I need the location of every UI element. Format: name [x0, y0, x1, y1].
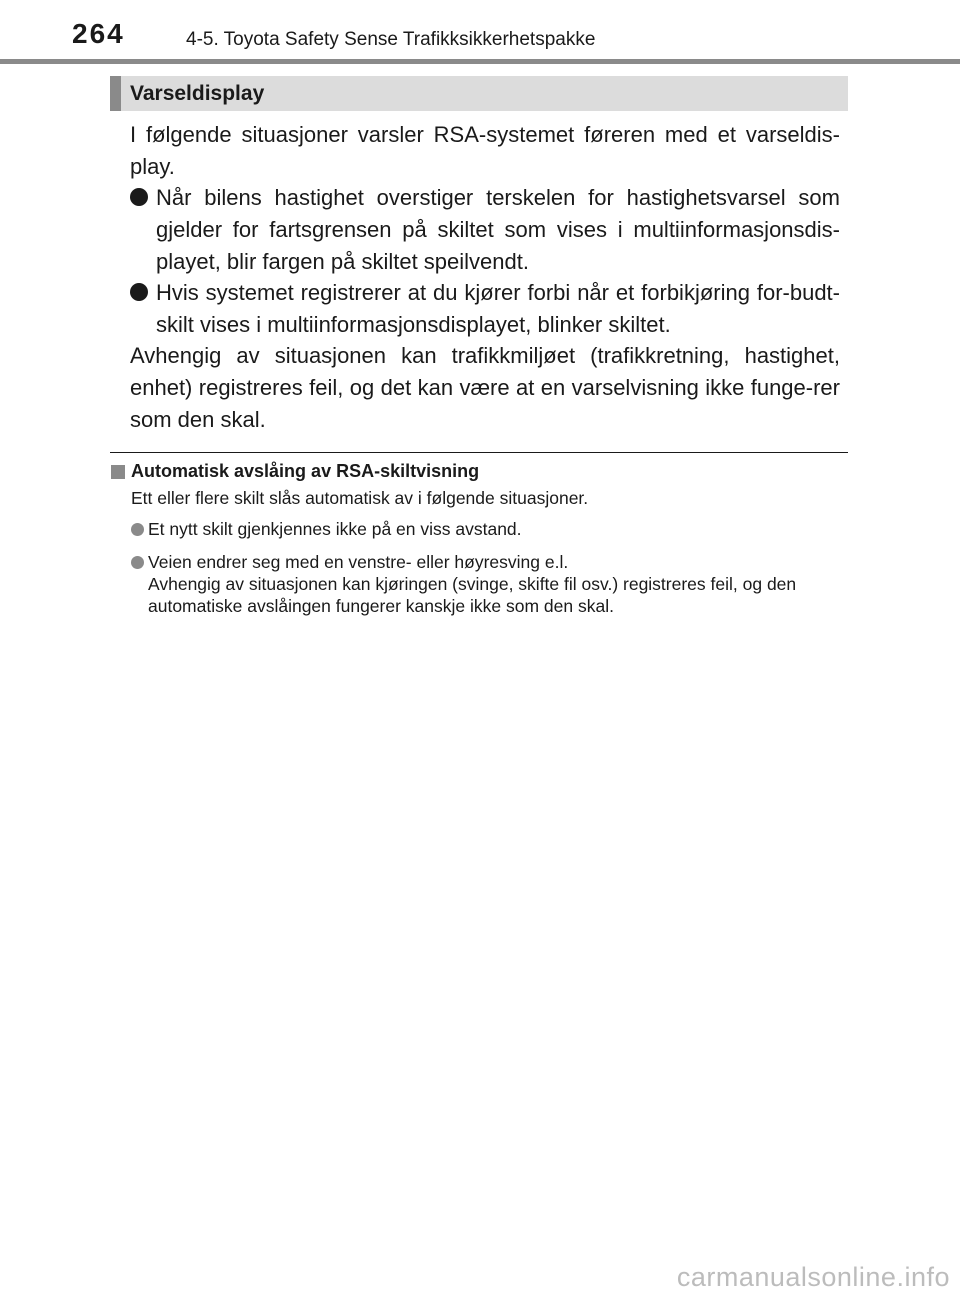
bullet-dot-icon	[131, 556, 144, 569]
note-intro: Ett eller flere skilt slås automatisk av i følgende situasjoner.	[131, 488, 589, 508]
header-rule	[0, 59, 960, 64]
intro-paragraph: I følgende situasjoner varsler RSA-systemet føreren med et varseldis-play.	[130, 122, 840, 179]
square-bullet-icon	[111, 465, 125, 479]
note-heading: Automatisk avslåing av RSA-skiltvisning	[131, 461, 480, 481]
list-item-text: Når bilens hastighet overstiger terskelen for hastighetsvarsel som gjelder for fartsgrensen på skiltet som vises i multiinformasjonsdis-playet, blir fargen på skiltet speilvendt.	[156, 185, 840, 274]
section-divider	[110, 452, 848, 453]
list-item-continuation: Avhengig av situasjonen kan kjøringen (svinge, skifte fil osv.) registreres feil, og den automatiske avslåingen fungerer kanskje ikke som den skal.	[148, 574, 797, 616]
closing-paragraph: Avhengig av situasjonen kan trafikkmiljøet (trafikkretning, hastighet, enhet) registreres feil, og det kan være at en varselvisning ikke funge-rer som den skal.	[130, 343, 840, 432]
list-item	[131, 551, 849, 617]
list-item	[130, 182, 840, 278]
watermark: carmanualsonline.info	[676, 1262, 950, 1292]
list-item-text: Hvis systemet registrerer at du kjører forbi når et forbikjøring for-budt-skilt vises i multiinformasjonsdisplayet, blinker skiltet.	[156, 280, 840, 337]
list-item	[131, 518, 849, 540]
bullet-dot-icon	[130, 188, 148, 206]
page-number: 264	[72, 18, 125, 49]
bullet-dot-icon	[130, 283, 148, 301]
list-item	[130, 277, 840, 341]
list-item-text: Veien endrer seg med en venstre- eller høyresving e.l.	[148, 552, 569, 572]
list-item-text: Et nytt skilt gjenkjennes ikke på en viss avstand.	[148, 519, 522, 539]
section-heading: Varseldisplay	[110, 76, 848, 111]
bullet-dot-icon	[131, 523, 144, 536]
chapter-title: 4-5. Toyota Safety Sense Trafikksikkerhetspakke	[186, 29, 596, 50]
